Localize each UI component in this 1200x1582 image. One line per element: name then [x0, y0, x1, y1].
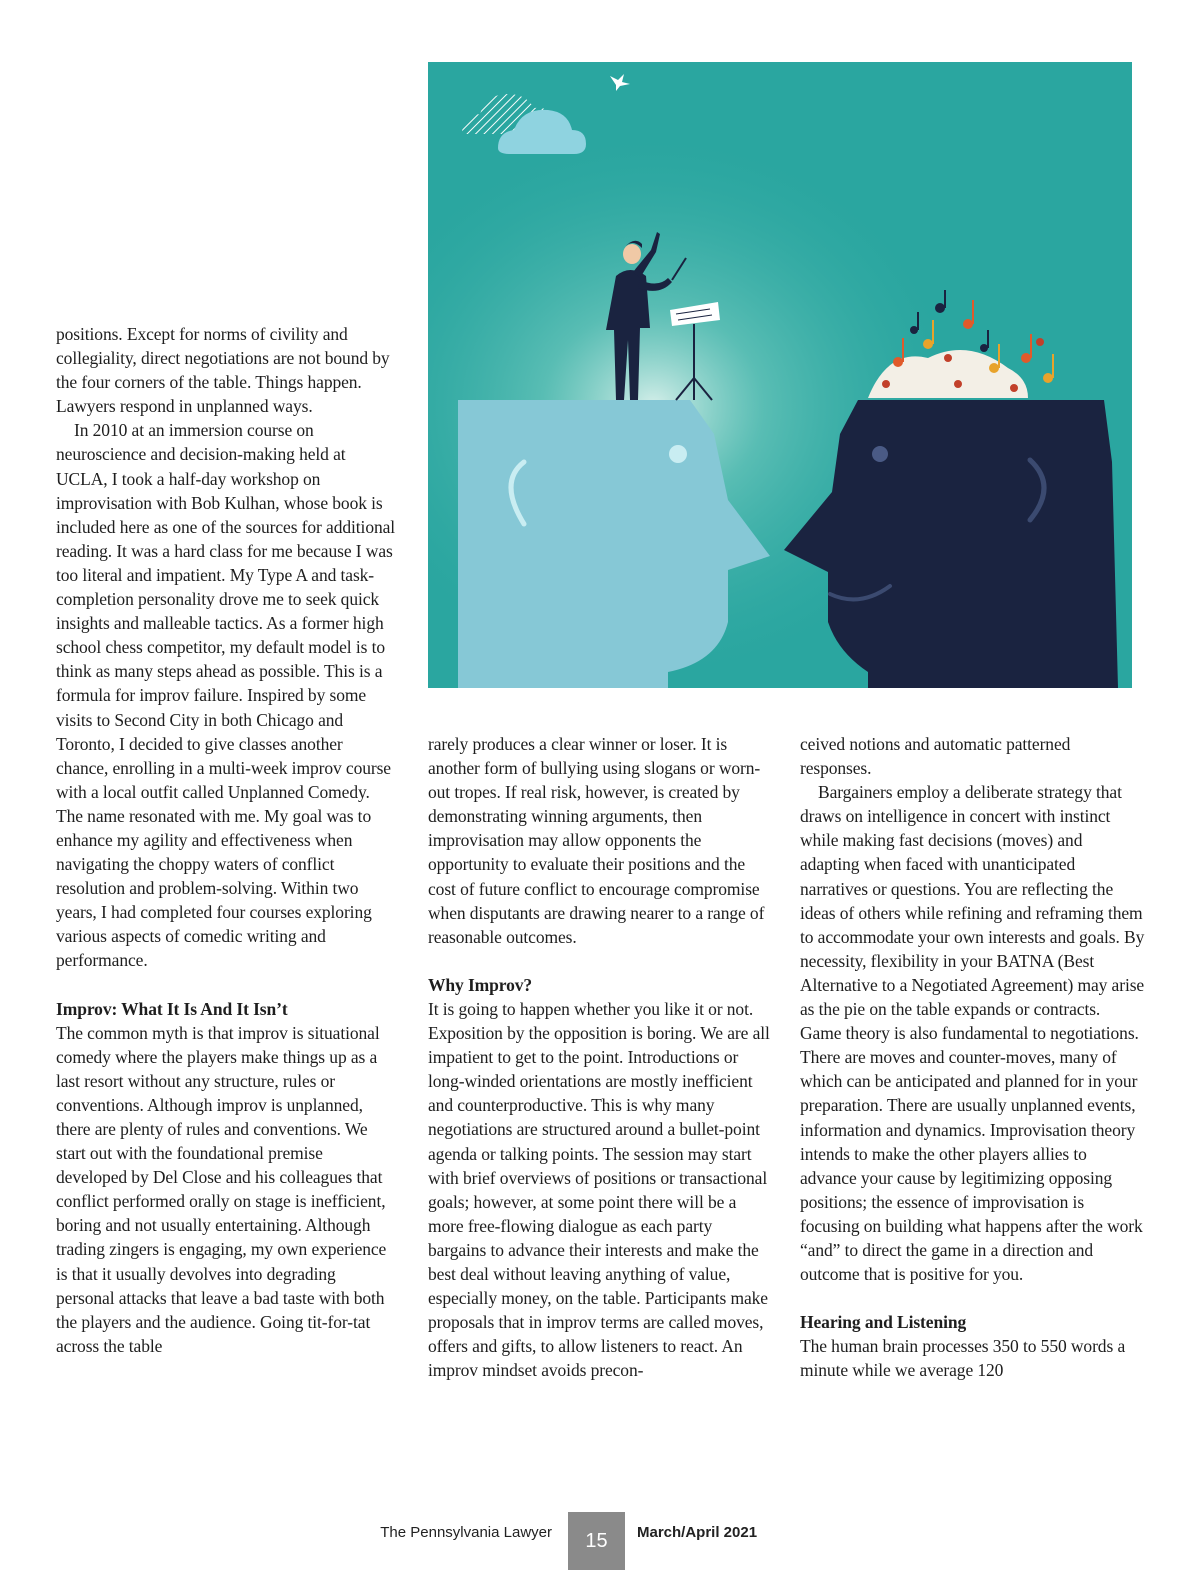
illustration — [428, 62, 1132, 688]
section-heading: Why Improv? — [428, 974, 533, 995]
paragraph: The common myth is that improv is situational comedy where the players make things up as a last resort without any structure, rules or conventions. Although improv is unplanned, there are plenty of rules and conventions. We start out with the foundational premise developed by Del Close and his colleagues that conflict performed orally on stage is inefficient, boring and not usually entertaining. Although trading zingers is engaging, my own experience is that it usually devolves into degrading personal attacks that leave a bad taste with both the players and the audience. Going tit-for-tat across the table — [56, 1022, 387, 1356]
paragraph: positions. Except for norms of civility and collegiality, direct negotiations are not bound by the four corners of the table. Things happen. Lawyers respond in unplanned ways. — [56, 324, 390, 417]
paragraph: ceived notions and automatic patterned responses. — [800, 734, 1071, 779]
paragraph: The human brain processes 350 to 550 words a minute while we average 120 — [800, 1336, 1126, 1381]
paragraph: Bargainers employ a deliberate strategy that draws on intelligence in concert with instinct while making fast decisions (moves) and adapting when faced with unanticipated narratives or questions. You are reflecting the ideas of others while refining and reframing them to accommodate your own interests and goals. By necessity, flexibility in your BATNA (Best Alternative to a Negotiated Agreement) may arise as the pie on the table expands or contracts. Game theory is also fundamental to negotiations. There are moves and counter-moves, many of which can be anticipated and planned for in your preparation. There are usually unplanned events, information and dynamics. Improvisation theory intends to make the other players allies to advance your cause by legitimizing opposing positions; the essence of improvisation is focusing on building what happens after the work “and” to direct the game in a direction and outcome that is positive for you. — [800, 782, 1145, 1285]
section-heading: Hearing and Listening — [800, 1312, 967, 1333]
text-column-left — [56, 322, 396, 1358]
issue-date: March/April 2021 — [637, 1524, 758, 1541]
paragraph: It is going to happen whether you like it or not. Exposition by the opposition is boring. We are all impatient to get to the point. Introductions or long-winded orientations are mostly inefficient and counterproductive. This is why many negotiations are structured around a bullet-point agenda or talking points. The session may start with brief overviews of positions or transactional goals; however, at some point there will be a more free-flowing dialogue as each party bargains to advance their interests and make the best deal without leaving anything of value, especially money, on the table. Participants make proposals that in improv terms are called moves, offers and gifts, to allow listeners to react. An improv mindset avoids precon- — [428, 998, 770, 1381]
text-column-right — [800, 732, 1145, 1382]
page-number: 15 — [568, 1512, 625, 1570]
page-footer — [0, 1512, 1200, 1582]
paragraph: rarely produces a clear winner or loser. It is another form of bullying using slogans or worn-out tropes. If real risk, however, is created by demonstrating winning arguments, then improvisation may allow opponents the opportunity to evaluate their positions and the cost of future conflict to encourage compromise when disputants are drawing nearer to a range of reasonable outcomes. — [428, 734, 765, 947]
text-column-middle — [428, 732, 773, 1382]
section-heading: Improv: What It Is And It Isn’t — [56, 998, 288, 1019]
publication-name: The Pennsylvania Lawyer — [380, 1524, 552, 1541]
paragraph: In 2010 at an immersion course on neuroscience and decision-making held at UCLA, I took a half-day workshop on improvisation with Bob Kulhan, whose book is included here as one of the sources for additional reading. It was a hard class for me because I was too literal and impatient. My Type A and task-completion personality drove me to seek quick insights and malleable tactics. As a former high school chess competitor, my default model is to think as many steps ahead as possible. This is a formula for improv failure. Inspired by some visits to Second City in both Chicago and Toronto, I decided to give classes another chance, enrolling in a multi-week improv course with a local outfit called Unplanned Comedy. The name resonated with me. My goal was to enhance my agility and effectiveness when navigating the choppy waters of conflict resolution and problem-solving. Within two years, I had completed four courses exploring various aspects of comedic writing and performance. — [56, 420, 396, 971]
